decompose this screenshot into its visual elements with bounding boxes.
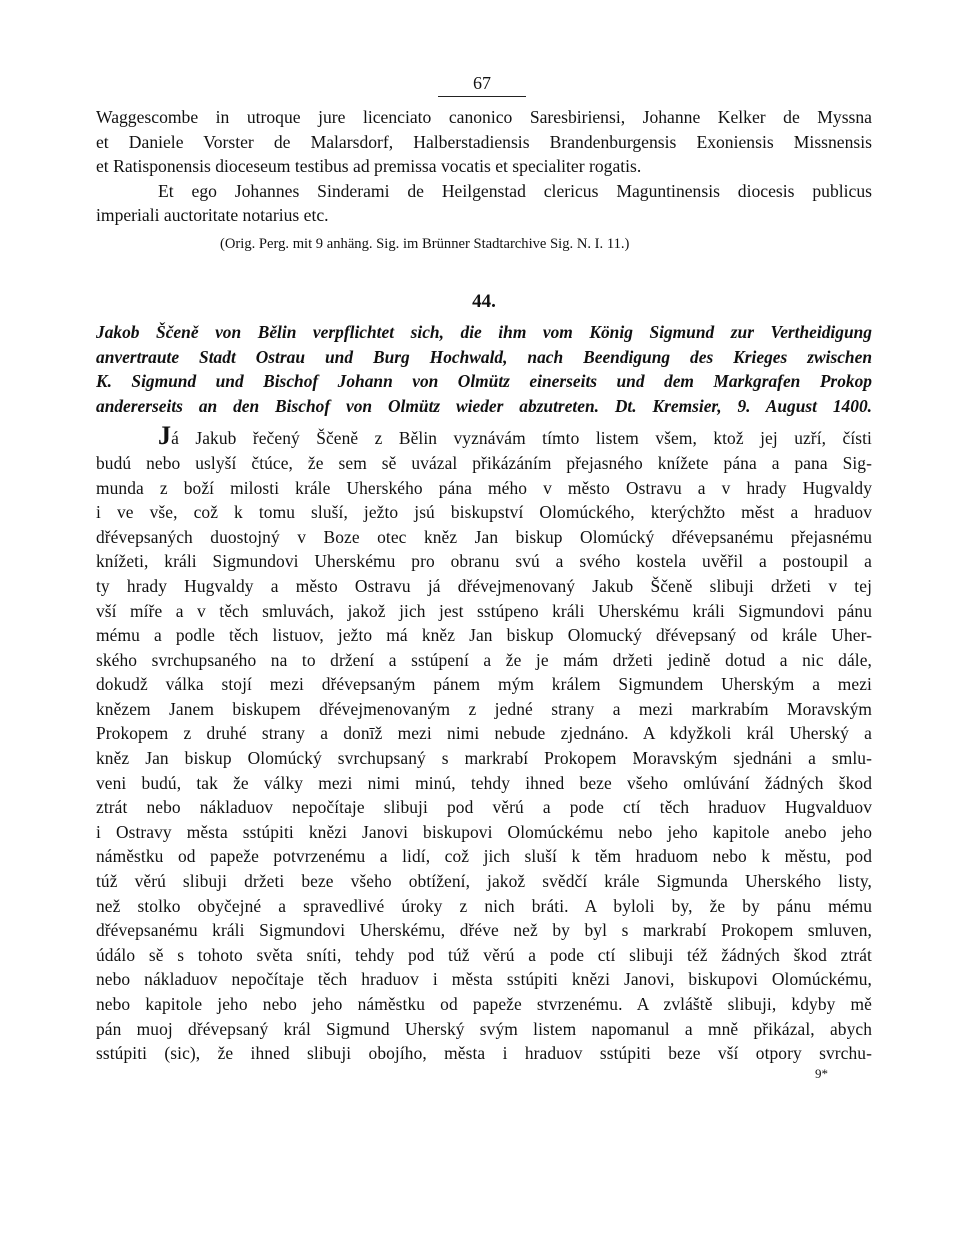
- book-page: [96, 72, 872, 1081]
- body-line: munda z boží milosti krále Uherského pána mého v město Ostravu a v hrady Hugvaldy: [96, 477, 872, 498]
- document-body: [96, 426, 872, 1065]
- document-number: 44.: [472, 290, 496, 312]
- source-note: (Orig. Perg. mit 9 anhäng. Sig. im Brünner Stadtarchive Sig. N. I. 11.): [220, 235, 630, 252]
- text-line: Et ego Johannes Sinderami de Heilgenstad clericus Maguntinensis diocesis publicus: [158, 180, 872, 201]
- body-line: i ve vše, což k tomu sluší, ježto jsú biskupství Olomúckého, kterýchžto měst a hraduov: [96, 502, 872, 523]
- regest-line: Jakob Ščeně von Bělin verpflichtet sich, die ihm vom König Sigmund zur Vertheidigung: [96, 321, 872, 342]
- text-line: et Ratisponensis dioceseum testibus ad premissa vocatis et specialiter rogatis.: [96, 156, 642, 177]
- text-line: Waggescombe in utroque jure licenciato canonico Saresbiriensi, Johanne Kelker de Myssna: [96, 107, 872, 127]
- body-line: Prokopem z druhé strany a donīž mezi nimi nebude zjednáno. A kdyžkoli král Uherský a: [96, 723, 872, 744]
- initial-letter: J: [158, 426, 172, 451]
- body-line: ty hrady Hugvaldy a město Ostravu já dřévejmenovaný Jakub Ščeně slibuji držeti v tej: [96, 575, 872, 596]
- body-line: než stolko obyčejné a spravedlivé úroky z nich bráti. A byloli by, že by pánu mému: [96, 895, 872, 916]
- body-line: údálo sě s tohoto světa sníti, tehdy pod túž věrú a pode ctí slibuji též žádných škod ztrát: [96, 944, 872, 965]
- regest-line: andererseits an den Bischof von Olmütz wieder abzutreten. Dt. Kremsier, 9. August 1400.: [96, 395, 872, 416]
- body-line: nebo kapitole jeho nebo jeho náměstku od papeže stvrzenému. A zvláště slibuji, kdyby mě: [96, 994, 872, 1014]
- body-line: kněz Jan biskup Olomúcký svrchupsaný s markrabí Prokopem Moravským sjednáni a smlu-: [96, 748, 872, 769]
- body-line: budú nebo uslyší čtúce, že sem sě uvázal přikázáním přejasného knížete pána a pana Sig-: [96, 452, 872, 473]
- regest-summary: [96, 320, 872, 418]
- body-line: veni budú, tak že války mezi nimi minú, tehdy ihned beze všeho omlúvání žádných škod: [96, 772, 872, 793]
- body-line-text: á Jakub řečený Ščeně z Bělin vyznávám tímto listem všem, ktož jej uzří, čísti: [171, 428, 872, 449]
- body-line: pán muoj dřévepsaný král Sigmund Uherský svým listem napomanul a mně přikázal, abych: [96, 1018, 872, 1039]
- body-line: dokudž válka stojí mezi dřévepsaným pánem mým králem Sigmundem Uherským a mezi: [96, 674, 872, 695]
- signature-mark: 9*: [815, 1065, 828, 1081]
- body-line: ztrát nebo nákladuov nepočítaje slibuji pod věrú a pode ctí těch hraduov Hugvalduov: [96, 797, 872, 818]
- body-line: dřévepsanému králi Sigmundovi Uherskému, dřéve než by byl s markrabí Prokopem smluven,: [96, 920, 872, 941]
- intro-paragraph: [96, 105, 872, 179]
- text-line: et Daniele Vorster de Malarsdorf, Halberstadiensis Brandenburgensis Exoniensis Missnensis: [96, 131, 872, 152]
- text-line: imperiali auctoritate notarius etc.: [96, 205, 329, 226]
- notary-paragraph: [96, 179, 872, 228]
- body-line: náměstku od papeže potvrzenému a lidí, což jich sluší k těm hraduom nebo k městu, pod: [96, 846, 872, 867]
- body-line: ského svrchupsaného na to držení a sstúpení a že je mám držeti jedině dotud a nic dále,: [96, 649, 872, 670]
- body-line: mému a podle těch listuov, ježto má kněz Jan biskup Olomucký dřévepsaný od krále Uher-: [96, 625, 872, 646]
- page-number: 67: [438, 72, 526, 97]
- body-line: knížeti, králi Sigmundovi Uherskému pro obranu svú a svého kostela uvěřil a postoupil a: [96, 551, 872, 572]
- body-line: nebo nákladuov nepočítaje těch hraduov i města sstúpiti knězi Janovi, biskupovi Olomúckému,: [96, 969, 872, 990]
- body-line: sstúpiti (sic), že ihned slibuji obojího, města i hraduov sstúpiti beze vší otpory svrchu-: [96, 1043, 872, 1064]
- body-line: i Ostravy města sstúpiti knězi Janovi biskupovi Olomúckému nebo jeho kapitole anebo jeho: [96, 821, 872, 842]
- body-first-line: [96, 426, 872, 451]
- body-line: vší míře a v těch smluvách, jakož jich jest sstúpeno králi Uherskému králi Sigmundovi pánu: [96, 600, 872, 621]
- body-line: knězem Janem biskupem dřévejmenovaným z jedné strany a mezi markrabím Moravským: [96, 698, 872, 719]
- body-line: túž věrú slibuji držeti beze všeho obtížení, jakož svědčí krále Sigmunda Uherského listy,: [96, 871, 872, 892]
- body-line: dřévepsaných duostojný v Boze otec kněz Jan biskup Olomúcký dřévepsanému přejasnému: [96, 526, 872, 547]
- regest-line: anvertraute Stadt Ostrau und Burg Hochwald, nach Beendigung des Krieges zwischen: [96, 346, 872, 367]
- regest-line: K. Sigmund und Bischof Johann von Olmütz einerseits und dem Markgrafen Prokop: [96, 371, 872, 392]
